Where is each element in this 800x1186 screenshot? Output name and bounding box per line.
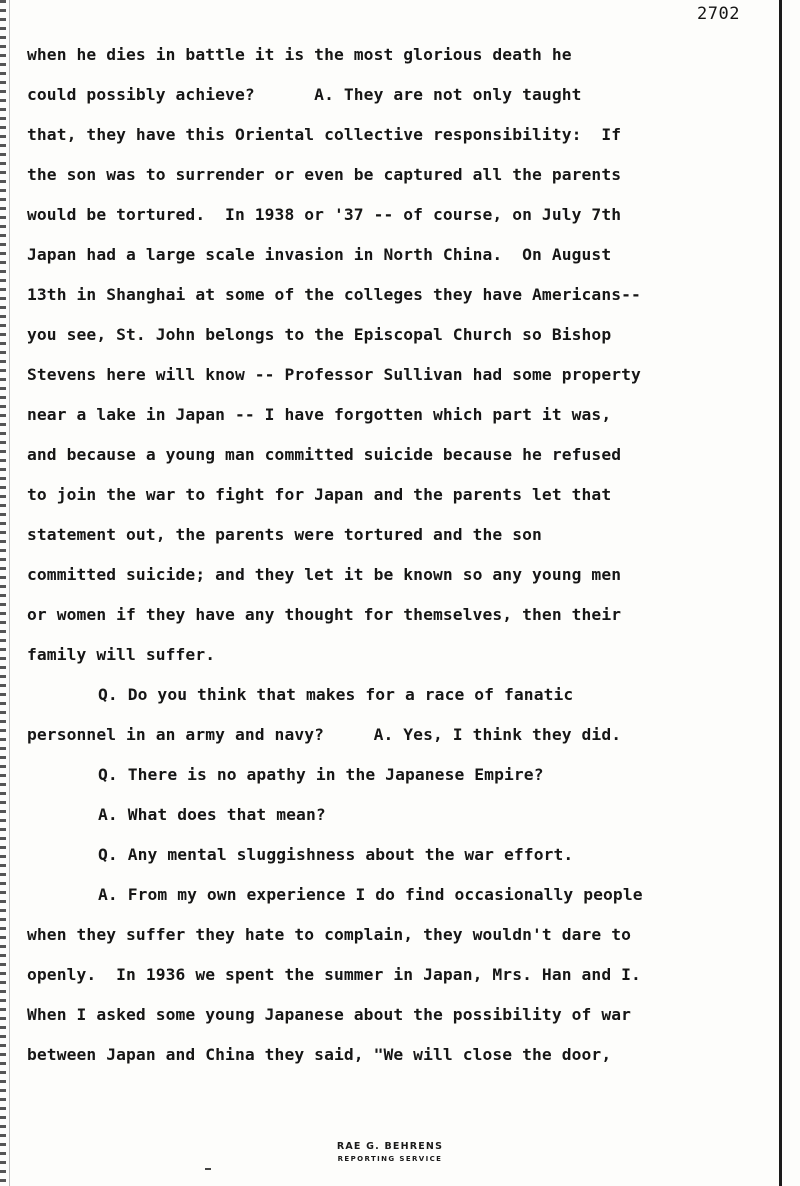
transcript-line: Japan had a large scale invasion in North China. On August: [27, 245, 612, 264]
transcript-line: committed suicide; and they let it be known so any young men: [27, 565, 622, 584]
left-margin-rule: [9, 0, 10, 1186]
transcript-line: Stevens here will know -- Professor Sullivan had some property: [27, 365, 641, 384]
reporting-service-footer: [0, 1140, 780, 1164]
transcript-line: between Japan and China they said, "We will close the door,: [27, 1045, 612, 1064]
transcript-body: [27, 40, 777, 1080]
reporting-service-label: REPORTING SERVICE: [337, 1155, 443, 1163]
transcript-line: personnel in an army and navy? A. Yes, I think they did.: [27, 725, 622, 744]
stray-mark: [205, 1168, 211, 1170]
transcript-line: A. From my own experience I do find occasionally people: [98, 885, 643, 904]
reporter-name: RAE G. BEHRENS: [336, 1141, 444, 1152]
binding-edge: [0, 0, 6, 1186]
transcript-line: that, they have this Oriental collective responsibility: If: [27, 125, 622, 144]
transcript-line: Q. There is no apathy in the Japanese Empire?: [98, 765, 544, 784]
transcript-line: when he dies in battle it is the most glorious death he: [27, 45, 572, 64]
page-number: 2702: [697, 4, 740, 24]
transcript-line: the son was to surrender or even be captured all the parents: [27, 165, 622, 184]
transcript-line: When I asked some young Japanese about the possibility of war: [27, 1005, 632, 1024]
transcript-line: family will suffer.: [27, 645, 216, 664]
transcript-line: could possibly achieve? A. They are not only taught: [27, 85, 582, 104]
transcript-line: openly. In 1936 we spent the summer in Japan, Mrs. Han and I.: [27, 965, 641, 984]
transcript-line: 13th in Shanghai at some of the colleges they have Americans--: [27, 285, 641, 304]
transcript-line: statement out, the parents were tortured and the son: [27, 525, 542, 544]
transcript-line: Q. Any mental sluggishness about the war effort.: [98, 845, 574, 864]
transcript-line: near a lake in Japan -- I have forgotten which part it was,: [27, 405, 612, 424]
transcript-line: and because a young man committed suicide because he refused: [27, 445, 622, 464]
transcript-line: to join the war to fight for Japan and the parents let that: [27, 485, 612, 504]
transcript-line: would be tortured. In 1938 or '37 -- of course, on July 7th: [27, 205, 622, 224]
right-margin-rule: [779, 0, 782, 1186]
transcript-line: you see, St. John belongs to the Episcopal Church so Bishop: [27, 325, 612, 344]
transcript-line: when they suffer they hate to complain, they wouldn't dare to: [27, 925, 632, 944]
transcript-line: or women if they have any thought for themselves, then their: [27, 605, 622, 624]
transcript-line: A. What does that mean?: [98, 805, 326, 824]
transcript-line: Q. Do you think that makes for a race of fanatic: [98, 685, 574, 704]
